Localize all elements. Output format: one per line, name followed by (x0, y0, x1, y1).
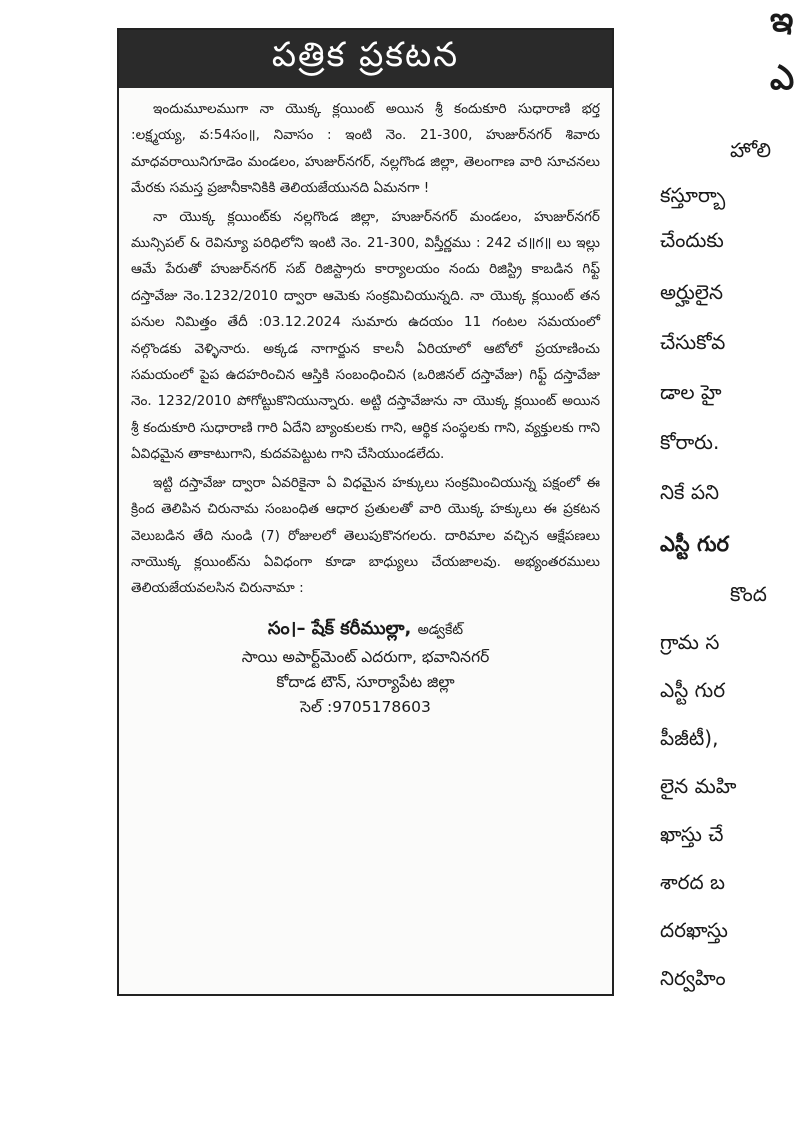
adjacent-line: చేందుకు (660, 228, 724, 252)
adjacent-line: డాల హై (660, 380, 722, 404)
advocate-signature-block (131, 614, 600, 720)
advocate-name-line (131, 614, 600, 645)
advocate-phone: సెల్ :9705178603 (300, 697, 431, 716)
notice-paragraph-details: నా యొక్క క్లయింట్‌కు నల్లగొండ జిల్లా, హుజుర్‌నగర్ మండలం, హుజుర్‌నగర్ మున్సిపల్ & రెవిన్యూ పరిధిలోని ఇంటి నెం. 21-300, విస్తీర్ణము : 242 చ॥గ॥ లు ఇల్లు ఆమే పేరుతో హుజుర్‌నగర్ సబ్ రిజిస్ట్రారు కార్యాలయం నందు రిజిస్ట్రి కాబడిన గిఫ్ట్ దస్తావేజు నెం.1232/2010 ద్వారా ఆమెకు సంక్రమిచియున్నది. నా యొక్క క్లయింట్ తన పనుల నిమిత్తం తేదీ :03.12.2024 సుమారు ఉదయం 11 గంటల సమయంలో నల్గొండకు వెళ్ళినారు. అక్కడ నాగార్జున కాలనీ ఏరియాలో ఆటోలో ప్రయాణించు సమయంలో పైప ఉదహరించిన ఆస్తికి సంబంధించిన (ఒరిజినల్ దస్తావేజు) గిఫ్ట్ దస్తావేజు నెం. 1232/2010 పోగోట్టుకొనియున్నారు. అట్టి దస్తావేజును నా యొక్క క్లయింట్ అయిన శ్రీ కందుకూరి సుధారాణి గారి ఏదేని బ్యాంకులకు గాని, ఆర్థిక సంస్థలకు గాని, వ్యక్తులకు గాని ఏవిధమైన తాకాటుగాని, కుదవపెట్టుట గాని చేసియుండలేదు. (131, 208, 600, 463)
adjacent-line: నికే పని (660, 480, 720, 504)
advocate-name: సం।– షేక్ కరీముల్లా, (267, 617, 412, 639)
adjacent-line: హోలి (730, 138, 772, 162)
adjacent-line: కస్తూర్బా (660, 183, 726, 207)
adjacent-line: కోరారు. (660, 430, 720, 454)
adjacent-article-column (660, 0, 800, 1125)
adjacent-line: శారద బ (660, 870, 725, 894)
adjacent-line: ఎస్టీ గుర (660, 678, 726, 702)
adjacent-line: చేసుకోవ (660, 330, 726, 354)
notice-title: పత్రిక ప్రకటన (119, 30, 612, 88)
adjacent-line: పీజీటీ), (660, 726, 719, 750)
adjacent-line: ఖాస్తు చే (660, 822, 724, 846)
notice-paragraph-intro: ఇందుమూలముగా నా యొక్క క్లయింట్ అయిన శ్రీ కందుకూరి సుధారాణి భర్త :లక్ష్మయ్య, వ:54సం॥, నివాసం : ఇంటి నెం. 21-300, హుజుర్‌నగర్ శివారు మాధవరాయినిగూడెం మండలం, హుజుర్‌నగర్, నల్లగొండ జిల్లా, తెలంగాణ వారి సూచనలు మేరకు సమస్త ప్రజానీకానికికి తెలియజేయునది ఏమనగా ! (131, 101, 600, 197)
adjacent-subheading: ఎస్టీ గుర (660, 532, 729, 556)
adjacent-line: దరఖాస్తు (660, 918, 728, 942)
adjacent-line: అర్హులైన (660, 280, 723, 304)
adjacent-line: గ్రామ స (660, 630, 720, 654)
advocate-address-line-2: కోదాడ టౌన్, సూర్యాపేట జిల్లా (276, 672, 455, 691)
press-notice (117, 28, 614, 996)
advocate-role: అడ్వకేట్ (417, 621, 464, 638)
adjacent-heading-2: ఎ (770, 58, 795, 98)
adjacent-line: కొంద (730, 582, 767, 606)
advocate-address-line-1: సాయి అపార్ట్‌మెంట్ ఎదరుగా, భవానినగర్ (241, 647, 490, 666)
adjacent-line: లైన మహి (660, 774, 737, 798)
notice-paragraph-objections: ఇట్టి దస్తావేజు ద్వారా ఏవరికైనా ఏ విధమైన హక్కులు సంక్రమించియున్న పక్షంలో ఈ క్రింద తెలిపిన చిరునామ సంబంధిత ఆధార ప్రతులతో వారి యొక్క హక్కులు ఈ ప్రకటన వెలుబడిన తేది నుండి (7) రోజులలో తెలుపుకొనగలరు. దారిమాల వచ్చిన ఆక్షేపణలు నాయొక్క క్లయింట్‌ను ఏవిధంగా కూడా బాధ్యులు చేయజాలవు. అభ్యంతరములు తెలియజేయవలసిన చిరునామా : (131, 474, 600, 597)
adjacent-heading-1: ఇ (770, 0, 794, 40)
notice-body (119, 88, 612, 720)
adjacent-line: నిర్వహిం (660, 966, 726, 990)
